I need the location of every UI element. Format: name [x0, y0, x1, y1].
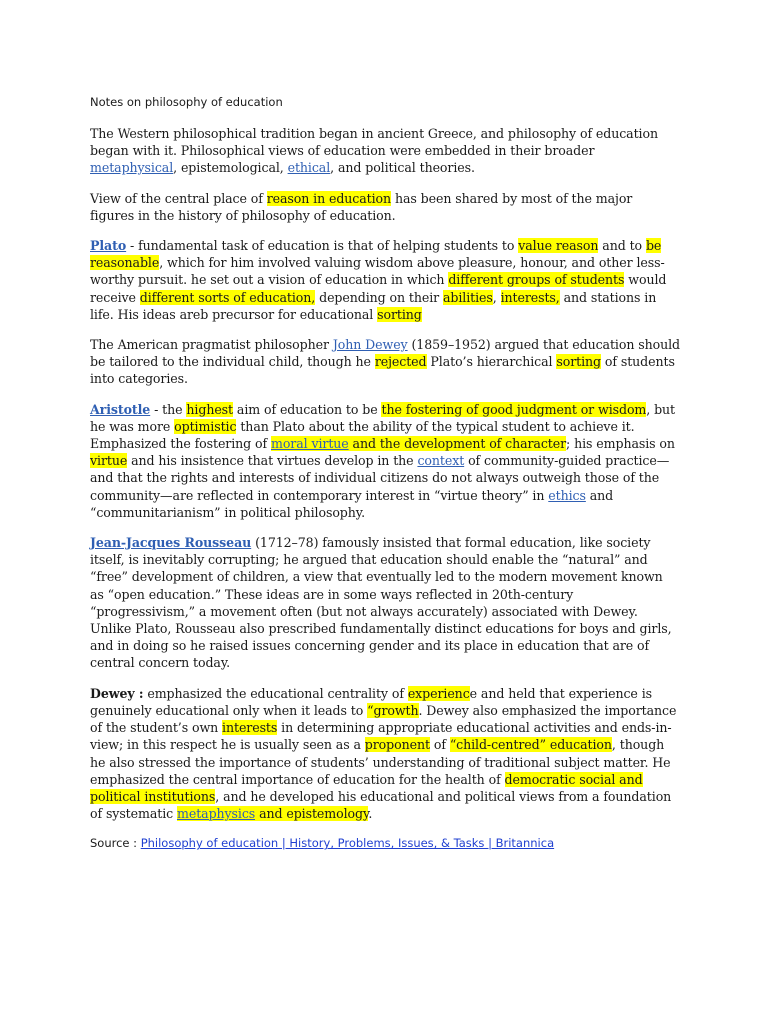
link-plato[interactable]: Plato	[90, 238, 127, 254]
highlight: virtue	[90, 453, 128, 469]
highlight: democratic social and political institutions	[90, 771, 643, 804]
source-line	[90, 835, 680, 851]
highlight: proponent	[364, 737, 430, 753]
page-title: Notes on philosophy of education	[90, 95, 283, 109]
highlight: the fostering of good judgment or wisdom	[381, 401, 647, 417]
highlight: “child-centred” education	[449, 737, 612, 753]
dewey-heading: Dewey :	[90, 685, 144, 701]
highlight: different groups of students	[448, 272, 625, 288]
link-aristotle[interactable]: Aristotle	[90, 401, 151, 417]
highlight: sorting	[377, 306, 422, 322]
highlight: experienc	[407, 685, 470, 701]
highlight: interests	[222, 720, 278, 736]
source-link[interactable]: Philosophy of education | History, Problems, Issues, & Tasks | Britannica	[140, 836, 555, 851]
highlight: and the development of character	[348, 436, 567, 452]
highlight: optimistic	[174, 418, 237, 434]
paragraph-reason: View of the central place of reason in education has been shared by most of the major figures in the history of philosophy of education.	[90, 190, 633, 223]
paragraph-plato: Plato - fundamental task of education is that of helping students to value reason and to be reasonable, which for him involved valuing wisdom above pleasure, honour, and other less-worthy pursuit. he set out a vision of education in which different groups of students would receive different sorts of education, depending on their abilities, interests, and stations in life. His ideas areb precursor for educational sorting	[90, 238, 667, 322]
highlight: sorting	[556, 354, 601, 370]
paragraph-dewey: Dewey : emphasized the educational centrality of experience and held that experience is genuinely educational only when it leads to “growth. Dewey also emphasized the importance of the student’s own interests in determining appropriate educational activities and ends-in-view; in this respect he is usually seen as a proponent of “child-centred” education, though he also stressed the importance of students’ understanding of traditional subject matter. He emphasized the central importance of education for the health of democratic social and political institutions, and he developed his educational and political views from a foundation of systematic metaphysics and epistemology.	[90, 685, 677, 822]
paragraph-aristotle: Aristotle - the highest aim of education to be the fostering of good judgment or wisdom, but he was more optimistic than Plato about the ability of the typical student to achieve it. Emphasized the fostering of moral virtue and the development of character; his emphasis on virtue and his insistence that virtues develop in the context of community-guided practice—and that the rights and interests of individual citizens do not always outweigh those of the community—are reflected in contemporary interest in “virtue theory” in ethics and “communitarianism” in political philosophy.	[90, 401, 676, 520]
source-label: Source :	[90, 836, 141, 851]
highlight: rejected	[374, 354, 427, 370]
link-ethics[interactable]: ethics	[548, 487, 586, 503]
link-ethical[interactable]: ethical	[287, 160, 331, 176]
highlight: interests,	[500, 289, 560, 305]
link-metaphysical[interactable]: metaphysical	[90, 160, 174, 176]
highlight: highest	[186, 401, 234, 417]
link-context[interactable]: context	[417, 453, 465, 469]
link-moral-virtue[interactable]: moral virtue	[270, 436, 349, 452]
paragraph-intro: The Western philosophical tradition began in ancient Greece, and philosophy of education began with it. Philosophical views of education were embedded in their broader metaphysical, epistemological, ethical, and political theories.	[90, 126, 658, 176]
highlight: value reason	[518, 238, 599, 254]
paragraph-dewey-intro: The American pragmatist philosopher John Dewey (1859–1952) argued that education should be tailored to the individual child, though he rejected Plato’s hierarchical sorting of students into categories.	[90, 337, 680, 387]
document-page	[90, 94, 680, 851]
highlight: be reasonable	[90, 238, 662, 271]
link-metaphysics[interactable]: metaphysics	[177, 806, 256, 822]
link-rousseau[interactable]: Jean-Jacques Rousseau	[90, 535, 252, 551]
highlight: different sorts of education,	[139, 289, 316, 305]
link-john-dewey[interactable]: John Dewey	[332, 337, 408, 353]
highlight: reason in education	[266, 190, 392, 206]
highlight: “growth	[367, 702, 419, 718]
highlight: and epistemology	[259, 806, 369, 822]
paragraph-rousseau: Jean-Jacques Rousseau (1712–78) famously insisted that formal education, like society itself, is inevitably corrupting; he argued that education should enable the “natural” and “free” development of children, a view that eventually led to the modern movement known as “open education.” These ideas are in some ways reflected in 20th-century “progressivism,” a movement often (but not always accurately) associated with Dewey. Unlike Plato, Rousseau also prescribed fundamentally distinct educations for boys and girls, and in doing so he raised issues concerning gender and its place in education that are of central concern today.	[90, 535, 672, 671]
highlight: abilities	[443, 289, 493, 305]
